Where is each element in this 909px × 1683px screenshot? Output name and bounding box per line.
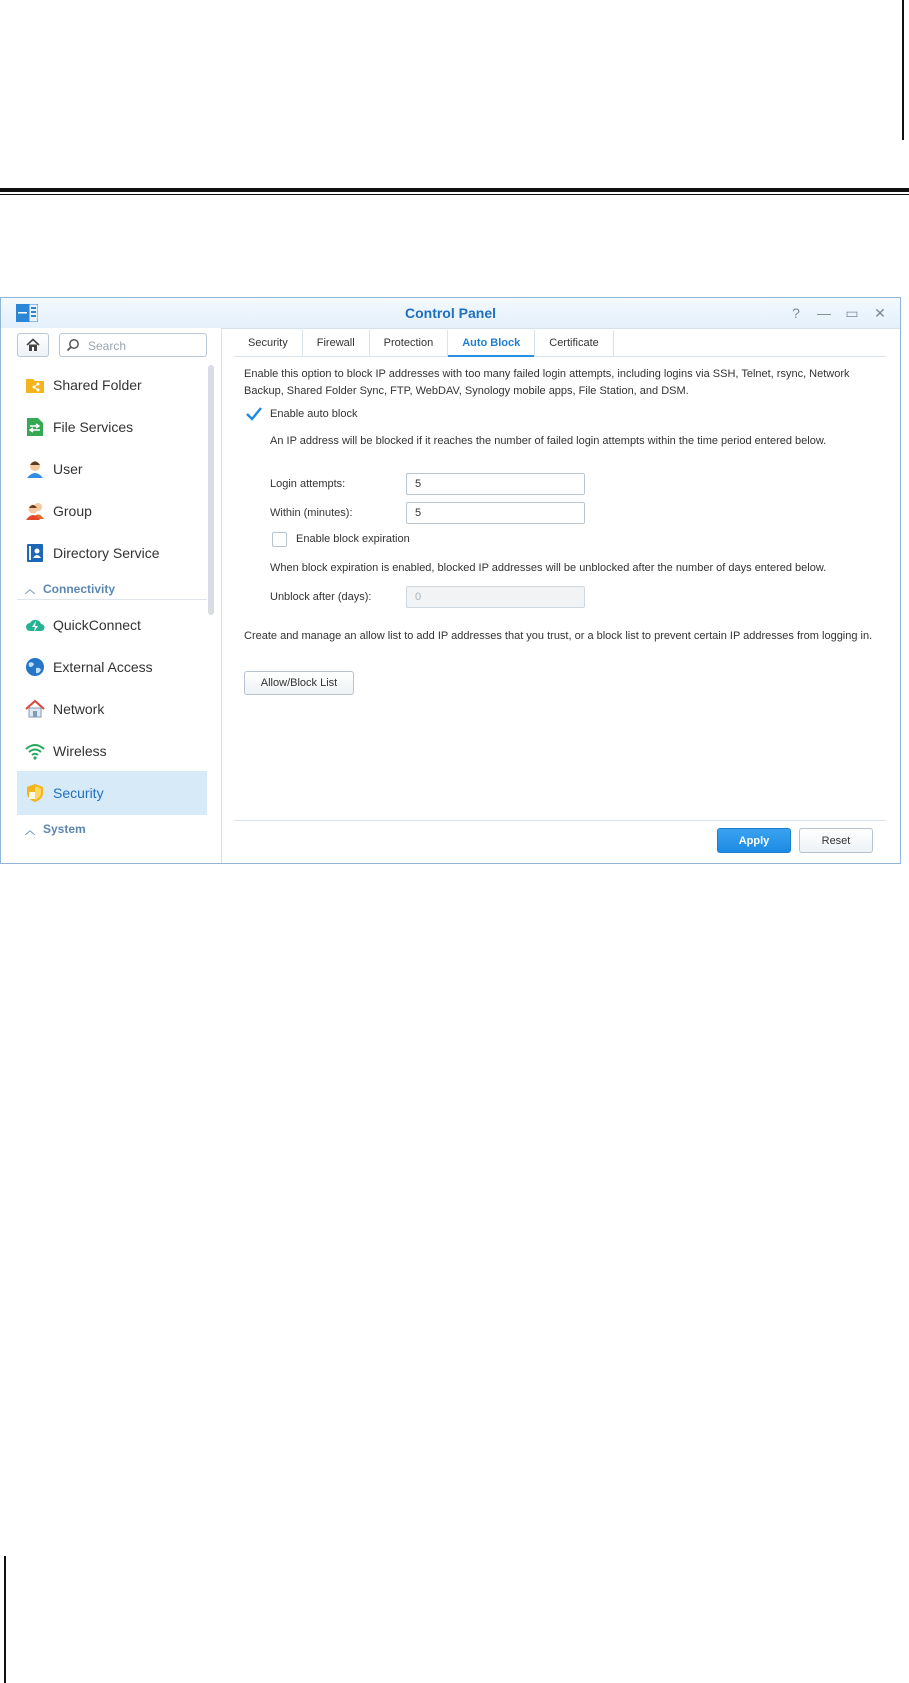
sidebar-item-shared-folder[interactable] <box>17 363 207 407</box>
chevron-up-icon: ︿ <box>25 825 35 837</box>
sidebar-item-quickconnect[interactable] <box>17 603 207 647</box>
tab-security[interactable]: Security <box>234 330 303 356</box>
within-minutes-input[interactable] <box>406 502 585 524</box>
sidebar-item-label: Wireless <box>53 743 107 759</box>
home-button[interactable] <box>17 333 49 357</box>
sidebar-item-label: QuickConnect <box>53 617 141 633</box>
tab-certificate[interactable]: Certificate <box>535 330 614 356</box>
sidebar-item-network[interactable] <box>17 687 207 731</box>
tab-firewall[interactable]: Firewall <box>303 330 370 356</box>
sidebar-item-group[interactable] <box>17 489 207 533</box>
tab-bar <box>234 330 886 357</box>
file-services-icon <box>25 417 45 437</box>
auto-block-description: An IP address will be blocked if it reaches the number of failed login attempts within the time period entered below. <box>270 435 827 447</box>
enable-block-expiration-label: Enable block expiration <box>296 533 410 545</box>
sidebar-item-security[interactable] <box>17 771 207 815</box>
wireless-icon <box>25 741 45 761</box>
window-title: Control Panel <box>404 305 496 321</box>
footer-divider <box>234 820 886 821</box>
page-header-rule-thin <box>0 194 909 195</box>
unblock-after-input[interactable] <box>406 586 585 608</box>
allow-list-description: Create and manage an allow list to add IP addresses that you trust, or a block list to prevent certain IP addresses from logging in. <box>244 630 873 642</box>
sidebar-item-wireless[interactable] <box>17 729 207 773</box>
sidebar-item-label: Group <box>53 503 92 519</box>
sidebar <box>1 328 222 863</box>
security-shield-icon <box>25 783 45 803</box>
sidebar-item-external-access[interactable] <box>17 645 207 689</box>
external-access-icon <box>25 657 45 677</box>
shared-folder-icon <box>25 375 45 395</box>
page-margin-line-top <box>902 0 904 140</box>
sidebar-item-label: Shared Folder <box>53 377 142 393</box>
close-icon[interactable]: ✕ <box>874 304 886 321</box>
sidebar-item-directory-service[interactable] <box>17 531 207 575</box>
sidebar-item-label: User <box>53 461 83 477</box>
tab-auto-block[interactable]: Auto Block <box>448 330 535 356</box>
intro-text: Enable this option to block IP addresses with too many failed login attempts, including logins via SSH, Telnet, rsync, Network Backup, Shared Folder Sync, FTP, WebDAV, Synology mobile apps, File Station, and DSM. <box>244 368 850 397</box>
search-box <box>59 333 207 357</box>
section-label: System <box>43 822 86 836</box>
login-attempts-label: Login attempts: <box>270 478 346 490</box>
group-icon <box>25 501 45 521</box>
sidebar-item-file-services[interactable] <box>17 405 207 449</box>
expiration-description: When block expiration is enabled, blocked IP addresses will be unblocked after the number of days entered below. <box>270 562 827 574</box>
control-panel-window <box>0 297 901 864</box>
sidebar-item-label: File Services <box>53 419 134 435</box>
section-label: Connectivity <box>43 581 116 596</box>
home-icon <box>26 338 40 352</box>
network-icon <box>25 699 45 719</box>
sidebar-item-label: Directory Service <box>53 545 160 561</box>
chevron-up-icon: ︿ <box>25 585 35 596</box>
sidebar-item-label: External Access <box>53 659 153 675</box>
quickconnect-icon <box>25 615 45 635</box>
reset-button[interactable]: Reset <box>799 828 873 853</box>
tab-protection[interactable]: Protection <box>370 330 449 356</box>
within-minutes-label: Within (minutes): <box>270 507 353 519</box>
sidebar-item-label: Network <box>53 701 105 717</box>
search-icon <box>66 338 80 352</box>
apply-button[interactable]: Apply <box>717 828 791 853</box>
maximize-icon[interactable]: ▭ <box>845 304 859 321</box>
allow-block-list-button[interactable]: Allow/Block List <box>244 671 354 695</box>
login-attempts-input[interactable] <box>406 473 585 495</box>
search-input[interactable] <box>86 336 206 356</box>
unblock-after-label: Unblock after (days): <box>270 591 372 603</box>
sidebar-item-label: Security <box>53 785 104 801</box>
user-icon <box>25 459 45 479</box>
sidebar-item-user[interactable] <box>17 447 207 491</box>
sidebar-scrollbar[interactable] <box>208 365 214 615</box>
title-bar <box>1 298 900 329</box>
enable-auto-block-checkbox[interactable] <box>246 408 261 423</box>
section-connectivity[interactable] <box>17 578 207 600</box>
directory-service-icon <box>25 543 45 563</box>
page-header-rule <box>0 188 909 192</box>
section-system[interactable] <box>17 818 207 840</box>
enable-auto-block-label: Enable auto block <box>270 408 358 420</box>
help-icon[interactable]: ? <box>792 305 800 321</box>
enable-block-expiration-checkbox[interactable] <box>272 532 287 547</box>
minimize-icon[interactable]: — <box>817 305 831 321</box>
checkmark-icon <box>245 406 263 422</box>
page-margin-line-bottom <box>4 1556 6 1683</box>
